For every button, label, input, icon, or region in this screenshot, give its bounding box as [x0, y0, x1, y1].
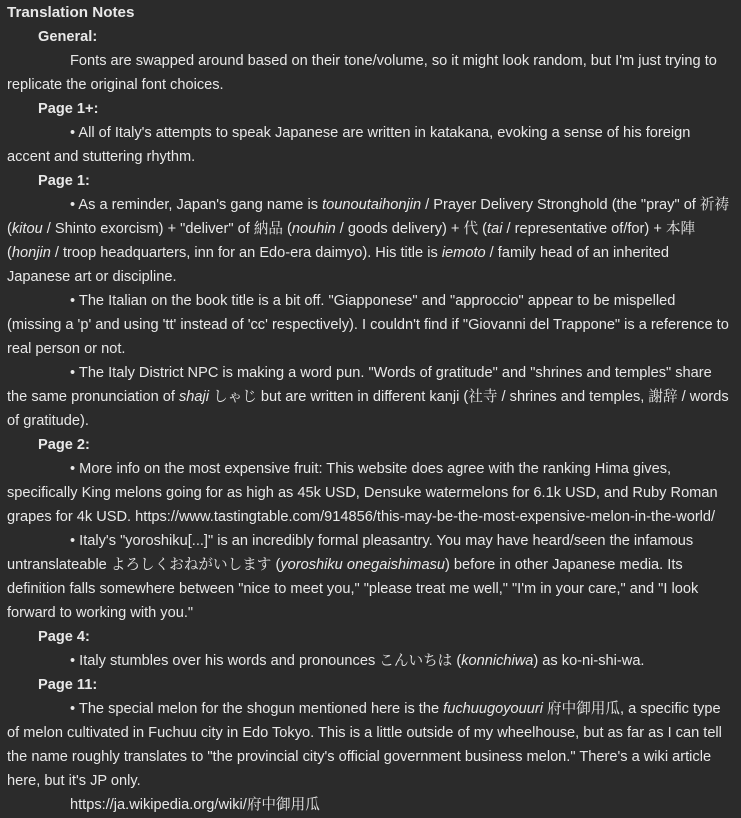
note-page1-word-pun — [7, 361, 733, 433]
italic-term: tai — [487, 221, 503, 237]
text-run: しゃじ but are written in different kanji (社寺 / shrines and temples, 謝辞 / words of gratitude). — [7, 389, 729, 429]
note-page11-melon — [7, 697, 733, 793]
italic-term: shaji — [179, 389, 210, 405]
text-run: • The special melon for the shogun mentioned here is the — [70, 701, 444, 717]
text-run: • The Italy District NPC is making a word pun. "Words of gratitude" and "shrines and temples" share the same pronunciation of — [7, 365, 712, 405]
section-heading-page-1: Page 1: — [38, 173, 90, 189]
section-heading-general: General: — [38, 29, 98, 45]
text-run: • Italy's "yoroshiku[...]" is an incredibly formal pleasantry. You may have heard/seen the infamous untranslateable よろしくおねがいします ( — [7, 533, 694, 573]
note-page1-gang-name — [7, 193, 733, 289]
text-run: ) as ko-ni-shi-wa. — [533, 653, 645, 669]
text-run: / representative of/for) + 本陣 ( — [7, 221, 696, 261]
italic-term: tounoutaihonjin — [322, 197, 422, 213]
text-run: / Prayer Delivery Stronghold (the "pray" of 祈祷 ( — [7, 197, 730, 237]
note-page1-book-title: • The Italian on the book title is a bit off. "Giapponese" and "approccio" appear to be mispelled (missing a 'p' and using 'tt' instead of 'cc' respectively). I couldn't find if "Giovanni del Trappone" is a reference to real person or not. — [7, 293, 729, 357]
text-run: 府中御用瓜, a specific type of melon cultivated in Fuchuu city in Edo Tokyo. This is a little outside of my wheelhouse, but as far as I can tell the name roughly translates to "the provincial city's official government business melon." There's a wiki article here, but it's JP only. — [7, 701, 722, 789]
note-general-fonts: Fonts are swapped around based on their tone/volume, so it might look random, but I'm just trying to replicate the original font choices. — [7, 53, 717, 93]
text-run: ) before in other Japanese media. Its definition falls somewhere between "nice to meet you," "please treat me well," "I'm in your care," and "I look forward to working with you." — [7, 557, 699, 621]
text-run: / Shinto exorcism) + "deliver" of 納品 ( — [42, 221, 292, 237]
wiki-link[interactable]: https://ja.wikipedia.org/wiki/府中御用瓜 — [70, 797, 320, 813]
text-run: / goods delivery) + 代 ( — [335, 221, 488, 237]
italic-term: konnichiwa — [461, 653, 534, 669]
document-title: Translation Notes — [7, 4, 135, 21]
section-heading-page-2: Page 2: — [38, 437, 90, 453]
note-page1plus-katakana: • All of Italy's attempts to speak Japanese are written in katakana, evoking a sense of his foreign accent and stuttering rhythm. — [7, 125, 691, 165]
italic-term: iemoto — [441, 245, 486, 261]
italic-term: nouhin — [291, 221, 336, 237]
note-page2-yoroshiku — [7, 529, 733, 625]
text-run: / family head of an inherited Japanese art or discipline. — [7, 245, 669, 285]
text-run: • As a reminder, Japan's gang name is — [70, 197, 323, 213]
note-page4-konnichiwa — [7, 649, 733, 673]
section-heading-page-11: Page 11: — [38, 677, 98, 693]
section-heading-page-4: Page 4: — [38, 629, 90, 645]
text-run: • Italy stumbles over his words and pronounces こんいちは ( — [70, 653, 462, 669]
section-heading-page-1-plus: Page 1+: — [38, 101, 99, 117]
italic-term: kitou — [11, 221, 43, 237]
italic-term: yoroshiku onegaishimasu — [280, 557, 445, 573]
italic-term: fuchuugoyouuri — [443, 701, 543, 717]
italic-term: honjin — [11, 245, 51, 261]
text-run: / troop headquarters, inn for an Edo-era daimyo). His title is — [50, 245, 442, 261]
note-page2-expensive-fruit: • More info on the most expensive fruit: This website does agree with the ranking Hima gives, specifically King melons going for as high as 45k USD, Densuke watermelons for 6.1k USD, and Ruby Roman grapes for 4k USD. https://www.tastingtable.com/914856/this-may-be-the-most-expensive-melon-in-the-world/ — [7, 461, 718, 525]
